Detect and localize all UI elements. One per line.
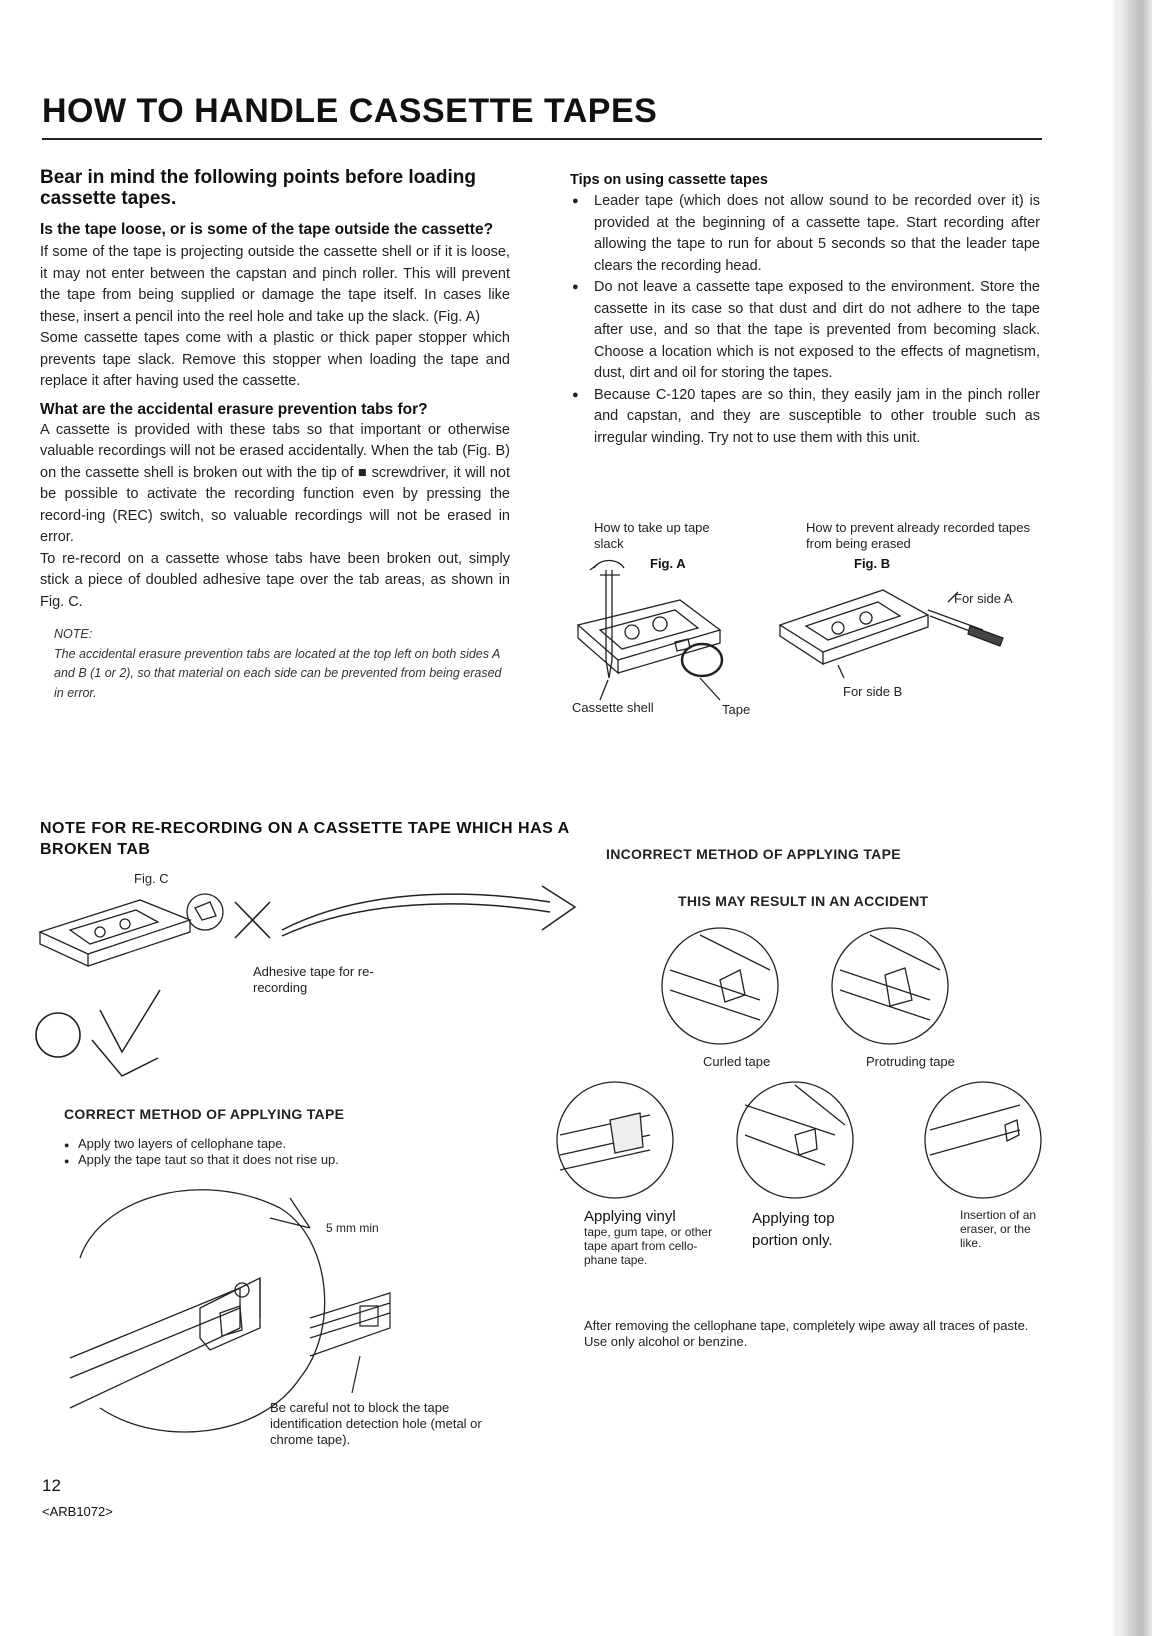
page-number: 12 [42, 1476, 61, 1495]
tips-list [570, 191, 1040, 449]
curled-tape-label: Curled tape [703, 1054, 771, 1069]
fig-c-cassette-illustration [30, 880, 590, 1080]
paragraph-re-record: To re-record on a cassette whose tabs have been broken out, simply stick a piece of doubled adhesive tape over the tab areas, as shown in Fig. C. [40, 550, 510, 610]
accident-warning: THIS MAY RESULT IN AN ACCIDENT [678, 893, 929, 909]
title-rule [42, 138, 1042, 140]
after-removing-note: After removing the cellophane tape, completely wipe away all traces of paste. Use only alcohol or benzine. [584, 1318, 1029, 1349]
page-edge-shadow [1118, 0, 1152, 1636]
fig-a-tape-label: Tape [722, 702, 751, 717]
correct-item-taut: ● Apply the tape taut so that it does not rise up. [64, 1152, 484, 1168]
question-loose-tape: Is the tape loose, or is some of the tape outside the cassette? [40, 221, 494, 238]
tips-heading: Tips on using cassette tapes [570, 172, 768, 188]
insertion-label: Insertion of an eraser, or the like. [960, 1208, 1037, 1250]
fig-b-caption: How to prevent already recorded tapes from being erased [806, 520, 1031, 551]
fig-a-label: Fig. A [650, 556, 686, 571]
correct-item-two-layers: ● Apply two layers of cellophane tape. [64, 1136, 484, 1152]
tip-storage: ● Do not leave a cassette tape exposed to the environment. Store the cassette in its case so that dust and dirt do not adhere to the tape after use, and so that the tape is prevented from becoming slack. Choose a location which is not exposed to the effects of magnetism, dust, dirt and oil for storing the tapes. [570, 277, 1040, 385]
fig-a-shell-label: Cassette shell [572, 700, 654, 715]
fig-b-side-b: For side B [843, 684, 903, 699]
incorrect-method-heading: INCORRECT METHOD OF APPLYING TAPE [606, 846, 901, 862]
fig-b-label: Fig. B [854, 556, 891, 571]
correct-method-heading: CORRECT METHOD OF APPLYING TAPE [64, 1106, 345, 1122]
vinyl-tape-block [584, 1208, 714, 1267]
left-column [40, 167, 510, 703]
page-title: HOW TO HANDLE CASSETTE TAPES [42, 92, 658, 130]
tip-c120: ● Because C-120 tapes are so thin, they easily jam in the pinch roller and capstan, and they are susceptible to other trouble such as irregular winding. Try not to use them with this unit. [570, 385, 1040, 450]
incorrect-methods-closeup-illustrations [555, 1075, 1055, 1205]
question-erasure-tabs: What are the accidental erasure prevention tabs for? [40, 400, 428, 418]
protruding-tape-label: Protruding tape [866, 1054, 955, 1069]
section-heading: Bear in mind the following points before loading cassette tapes. [40, 167, 476, 209]
note-block [40, 625, 510, 703]
fig-c-label: Fig. C [134, 871, 169, 886]
vinyl-tape-text: tape, gum tape, or other tape apart from cello-phane tape. [584, 1225, 713, 1267]
careful-note: Be careful not to block the tape identification detection hole (metal or chrome tape). [270, 1400, 482, 1447]
adhesive-tape-label: Adhesive tape for re-recording [253, 964, 374, 995]
document-code: <ARB1072> [42, 1504, 113, 1519]
correct-method-list [64, 1136, 484, 1168]
fig-b-side-a: For side A [954, 591, 1013, 606]
right-column [570, 170, 1040, 449]
paragraph-erasure-tabs: A cassette is provided with these tabs so that important or otherwise valuable recordings will not be erased accidentally. When the tab (Fig. B) on the cassette shell is broken out with the tip of ■ screwdriver, it will not be possible to activate the recording function even by pressing the record-ing (REC) switch, so valuable recordings will not be erased in error. [40, 421, 510, 545]
incorrect-curled-protruding-illustrations [660, 920, 990, 1050]
paragraph-stopper: Some cassette tapes come with a plastic or thick paper stopper which prevents tape slack. Remove this stopper when loading the tape and replace it after having used the cassette. [40, 330, 510, 389]
note-label: NOTE: [54, 627, 93, 641]
vinyl-tape-title: Applying vinyl [584, 1208, 676, 1225]
tip-leader-tape: ● Leader tape (which does not allow sound to be recorded over it) is provided at the beginning of a cassette tape. Start recording after allowing the tape to run for about 5 seconds so that the leader tape clears the recording head. [570, 191, 1040, 277]
fig-b-cassette-screwdriver-illustration [778, 570, 1008, 690]
fig-a-caption: How to take up tape slack [594, 520, 710, 551]
fig-a-cassette-pencil-illustration [570, 560, 770, 710]
top-only-label: Applying top portion only. [752, 1210, 835, 1249]
rerecording-heading: NOTE FOR RE-RECORDING ON A CASSETTE TAPE WHICH HAS A BROKEN TAB [40, 820, 570, 858]
five-mm-label: 5 mm min [326, 1221, 379, 1235]
paragraph-loose-tape: If some of the tape is projecting outside the cassette shell or if it is loose, it may not enter between the capstan and pinch roller. This will prevent the tape from being supplied or damage the tape itself. In cases like these, insert a pencil into the reel hole and take up the slack. (Fig. A) [40, 244, 510, 325]
note-text: The accidental erasure prevention tabs are located at the top left on both sides A and B (1 or 2), so that material on each side can be prevented from being erased in error. [54, 646, 502, 700]
